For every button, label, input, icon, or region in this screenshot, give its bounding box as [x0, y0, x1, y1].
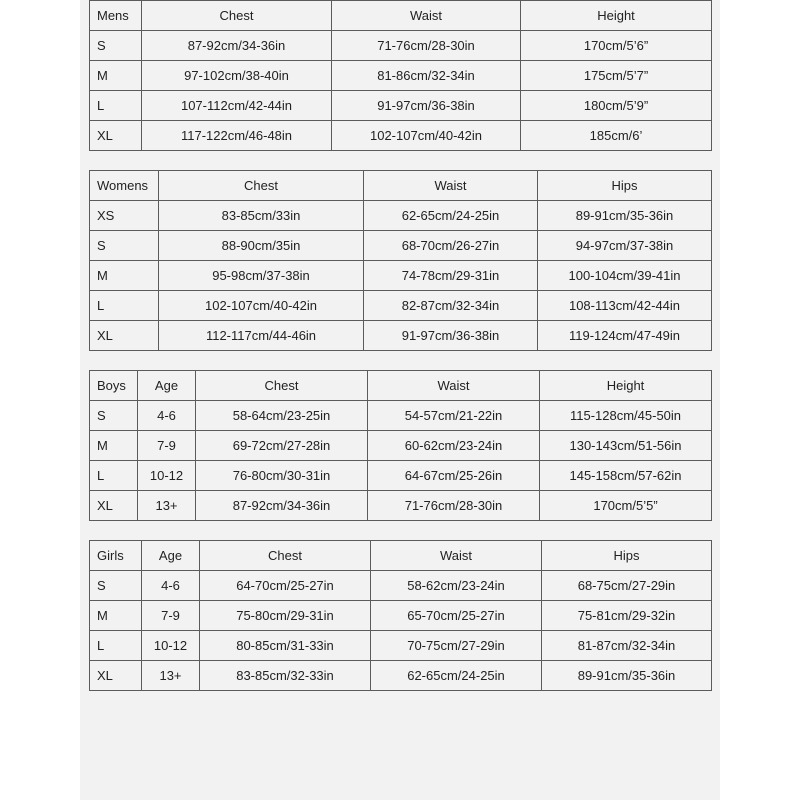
- age-cell: 4-6: [142, 571, 200, 601]
- table-row: [90, 661, 712, 691]
- height-cell: 180cm/5’9”: [521, 91, 712, 121]
- hips-cell: 75-81cm/29-32in: [542, 601, 712, 631]
- height-cell: 130-143cm/51-56in: [540, 431, 712, 461]
- table-header-girls: Girls: [90, 541, 142, 571]
- waist-cell: 71-76cm/28-30in: [368, 491, 540, 521]
- chest-cell: 87-92cm/34-36in: [142, 31, 332, 61]
- size-label: XS: [90, 201, 159, 231]
- table-row: [90, 571, 712, 601]
- waist-cell: 74-78cm/29-31in: [364, 261, 538, 291]
- size-label: XL: [90, 321, 159, 351]
- hips-cell: 68-75cm/27-29in: [542, 571, 712, 601]
- waist-cell: 91-97cm/36-38in: [364, 321, 538, 351]
- size-label: S: [90, 571, 142, 601]
- size-label: L: [90, 631, 142, 661]
- column-header-waist: Waist: [368, 371, 540, 401]
- chest-cell: 69-72cm/27-28in: [196, 431, 368, 461]
- table-row: [90, 461, 712, 491]
- table-header-row: [90, 541, 712, 571]
- boys-size-table: [89, 370, 712, 521]
- size-label: S: [90, 31, 142, 61]
- waist-cell: 70-75cm/27-29in: [371, 631, 542, 661]
- size-label: M: [90, 601, 142, 631]
- hips-cell: 89-91cm/35-36in: [542, 661, 712, 691]
- table-row: [90, 431, 712, 461]
- table-row: [90, 401, 712, 431]
- age-cell: 4-6: [138, 401, 196, 431]
- column-header-waist: Waist: [371, 541, 542, 571]
- chest-cell: 76-80cm/30-31in: [196, 461, 368, 491]
- waist-cell: 62-65cm/24-25in: [364, 201, 538, 231]
- table-row: [90, 261, 712, 291]
- table-header-boys: Boys: [90, 371, 138, 401]
- table-header-mens: Mens: [90, 1, 142, 31]
- girls-size-table: [89, 540, 712, 691]
- womens-size-table: [89, 170, 712, 351]
- table-row: [90, 631, 712, 661]
- table-row: [90, 201, 712, 231]
- column-header-waist: Waist: [364, 171, 538, 201]
- chest-cell: 107-112cm/42-44in: [142, 91, 332, 121]
- hips-cell: 100-104cm/39-41in: [538, 261, 712, 291]
- age-cell: 13+: [138, 491, 196, 521]
- waist-cell: 64-67cm/25-26in: [368, 461, 540, 491]
- size-label: L: [90, 291, 159, 321]
- table-row: [90, 491, 712, 521]
- table-row: [90, 91, 712, 121]
- mens-size-table: [89, 0, 712, 151]
- size-label: L: [90, 91, 142, 121]
- size-label: M: [90, 431, 138, 461]
- age-cell: 7-9: [142, 601, 200, 631]
- size-label: L: [90, 461, 138, 491]
- chest-cell: 88-90cm/35in: [159, 231, 364, 261]
- hips-cell: 94-97cm/37-38in: [538, 231, 712, 261]
- column-header-chest: Chest: [159, 171, 364, 201]
- chest-cell: 95-98cm/37-38in: [159, 261, 364, 291]
- table-header-row: [90, 1, 712, 31]
- age-cell: 10-12: [138, 461, 196, 491]
- waist-cell: 81-86cm/32-34in: [332, 61, 521, 91]
- chest-cell: 117-122cm/46-48in: [142, 121, 332, 151]
- height-cell: 170cm/5’6”: [521, 31, 712, 61]
- table-row: [90, 291, 712, 321]
- table-row: [90, 321, 712, 351]
- column-header-age: Age: [142, 541, 200, 571]
- column-header-chest: Chest: [200, 541, 371, 571]
- table-header-womens: Womens: [90, 171, 159, 201]
- age-cell: 13+: [142, 661, 200, 691]
- column-header-chest: Chest: [142, 1, 332, 31]
- column-header-hips: Hips: [542, 541, 712, 571]
- size-label: S: [90, 231, 159, 261]
- waist-cell: 71-76cm/28-30in: [332, 31, 521, 61]
- chest-cell: 75-80cm/29-31in: [200, 601, 371, 631]
- waist-cell: 68-70cm/26-27in: [364, 231, 538, 261]
- column-header-hips: Hips: [538, 171, 712, 201]
- table-row: [90, 31, 712, 61]
- table-row: [90, 61, 712, 91]
- chest-cell: 83-85cm/32-33in: [200, 661, 371, 691]
- hips-cell: 81-87cm/32-34in: [542, 631, 712, 661]
- height-cell: 175cm/5’7”: [521, 61, 712, 91]
- chest-cell: 64-70cm/25-27in: [200, 571, 371, 601]
- column-header-height: Height: [521, 1, 712, 31]
- chest-cell: 83-85cm/33in: [159, 201, 364, 231]
- waist-cell: 62-65cm/24-25in: [371, 661, 542, 691]
- chest-cell: 102-107cm/40-42in: [159, 291, 364, 321]
- waist-cell: 102-107cm/40-42in: [332, 121, 521, 151]
- table-row: [90, 601, 712, 631]
- waist-cell: 65-70cm/25-27in: [371, 601, 542, 631]
- waist-cell: 91-97cm/36-38in: [332, 91, 521, 121]
- size-label: S: [90, 401, 138, 431]
- chest-cell: 97-102cm/38-40in: [142, 61, 332, 91]
- age-cell: 10-12: [142, 631, 200, 661]
- table-row: [90, 121, 712, 151]
- column-header-age: Age: [138, 371, 196, 401]
- size-label: M: [90, 261, 159, 291]
- waist-cell: 58-62cm/23-24in: [371, 571, 542, 601]
- table-header-row: [90, 171, 712, 201]
- chest-cell: 58-64cm/23-25in: [196, 401, 368, 431]
- column-header-waist: Waist: [332, 1, 521, 31]
- hips-cell: 119-124cm/47-49in: [538, 321, 712, 351]
- size-label: XL: [90, 661, 142, 691]
- height-cell: 115-128cm/45-50in: [540, 401, 712, 431]
- waist-cell: 82-87cm/32-34in: [364, 291, 538, 321]
- height-cell: 170cm/5’5”: [540, 491, 712, 521]
- chest-cell: 112-117cm/44-46in: [159, 321, 364, 351]
- hips-cell: 89-91cm/35-36in: [538, 201, 712, 231]
- column-header-chest: Chest: [196, 371, 368, 401]
- size-label: M: [90, 61, 142, 91]
- table-row: [90, 231, 712, 261]
- chest-cell: 87-92cm/34-36in: [196, 491, 368, 521]
- height-cell: 145-158cm/57-62in: [540, 461, 712, 491]
- hips-cell: 108-113cm/42-44in: [538, 291, 712, 321]
- chest-cell: 80-85cm/31-33in: [200, 631, 371, 661]
- waist-cell: 60-62cm/23-24in: [368, 431, 540, 461]
- size-label: XL: [90, 121, 142, 151]
- waist-cell: 54-57cm/21-22in: [368, 401, 540, 431]
- age-cell: 7-9: [138, 431, 196, 461]
- height-cell: 185cm/6’: [521, 121, 712, 151]
- size-label: XL: [90, 491, 138, 521]
- table-header-row: [90, 371, 712, 401]
- column-header-height: Height: [540, 371, 712, 401]
